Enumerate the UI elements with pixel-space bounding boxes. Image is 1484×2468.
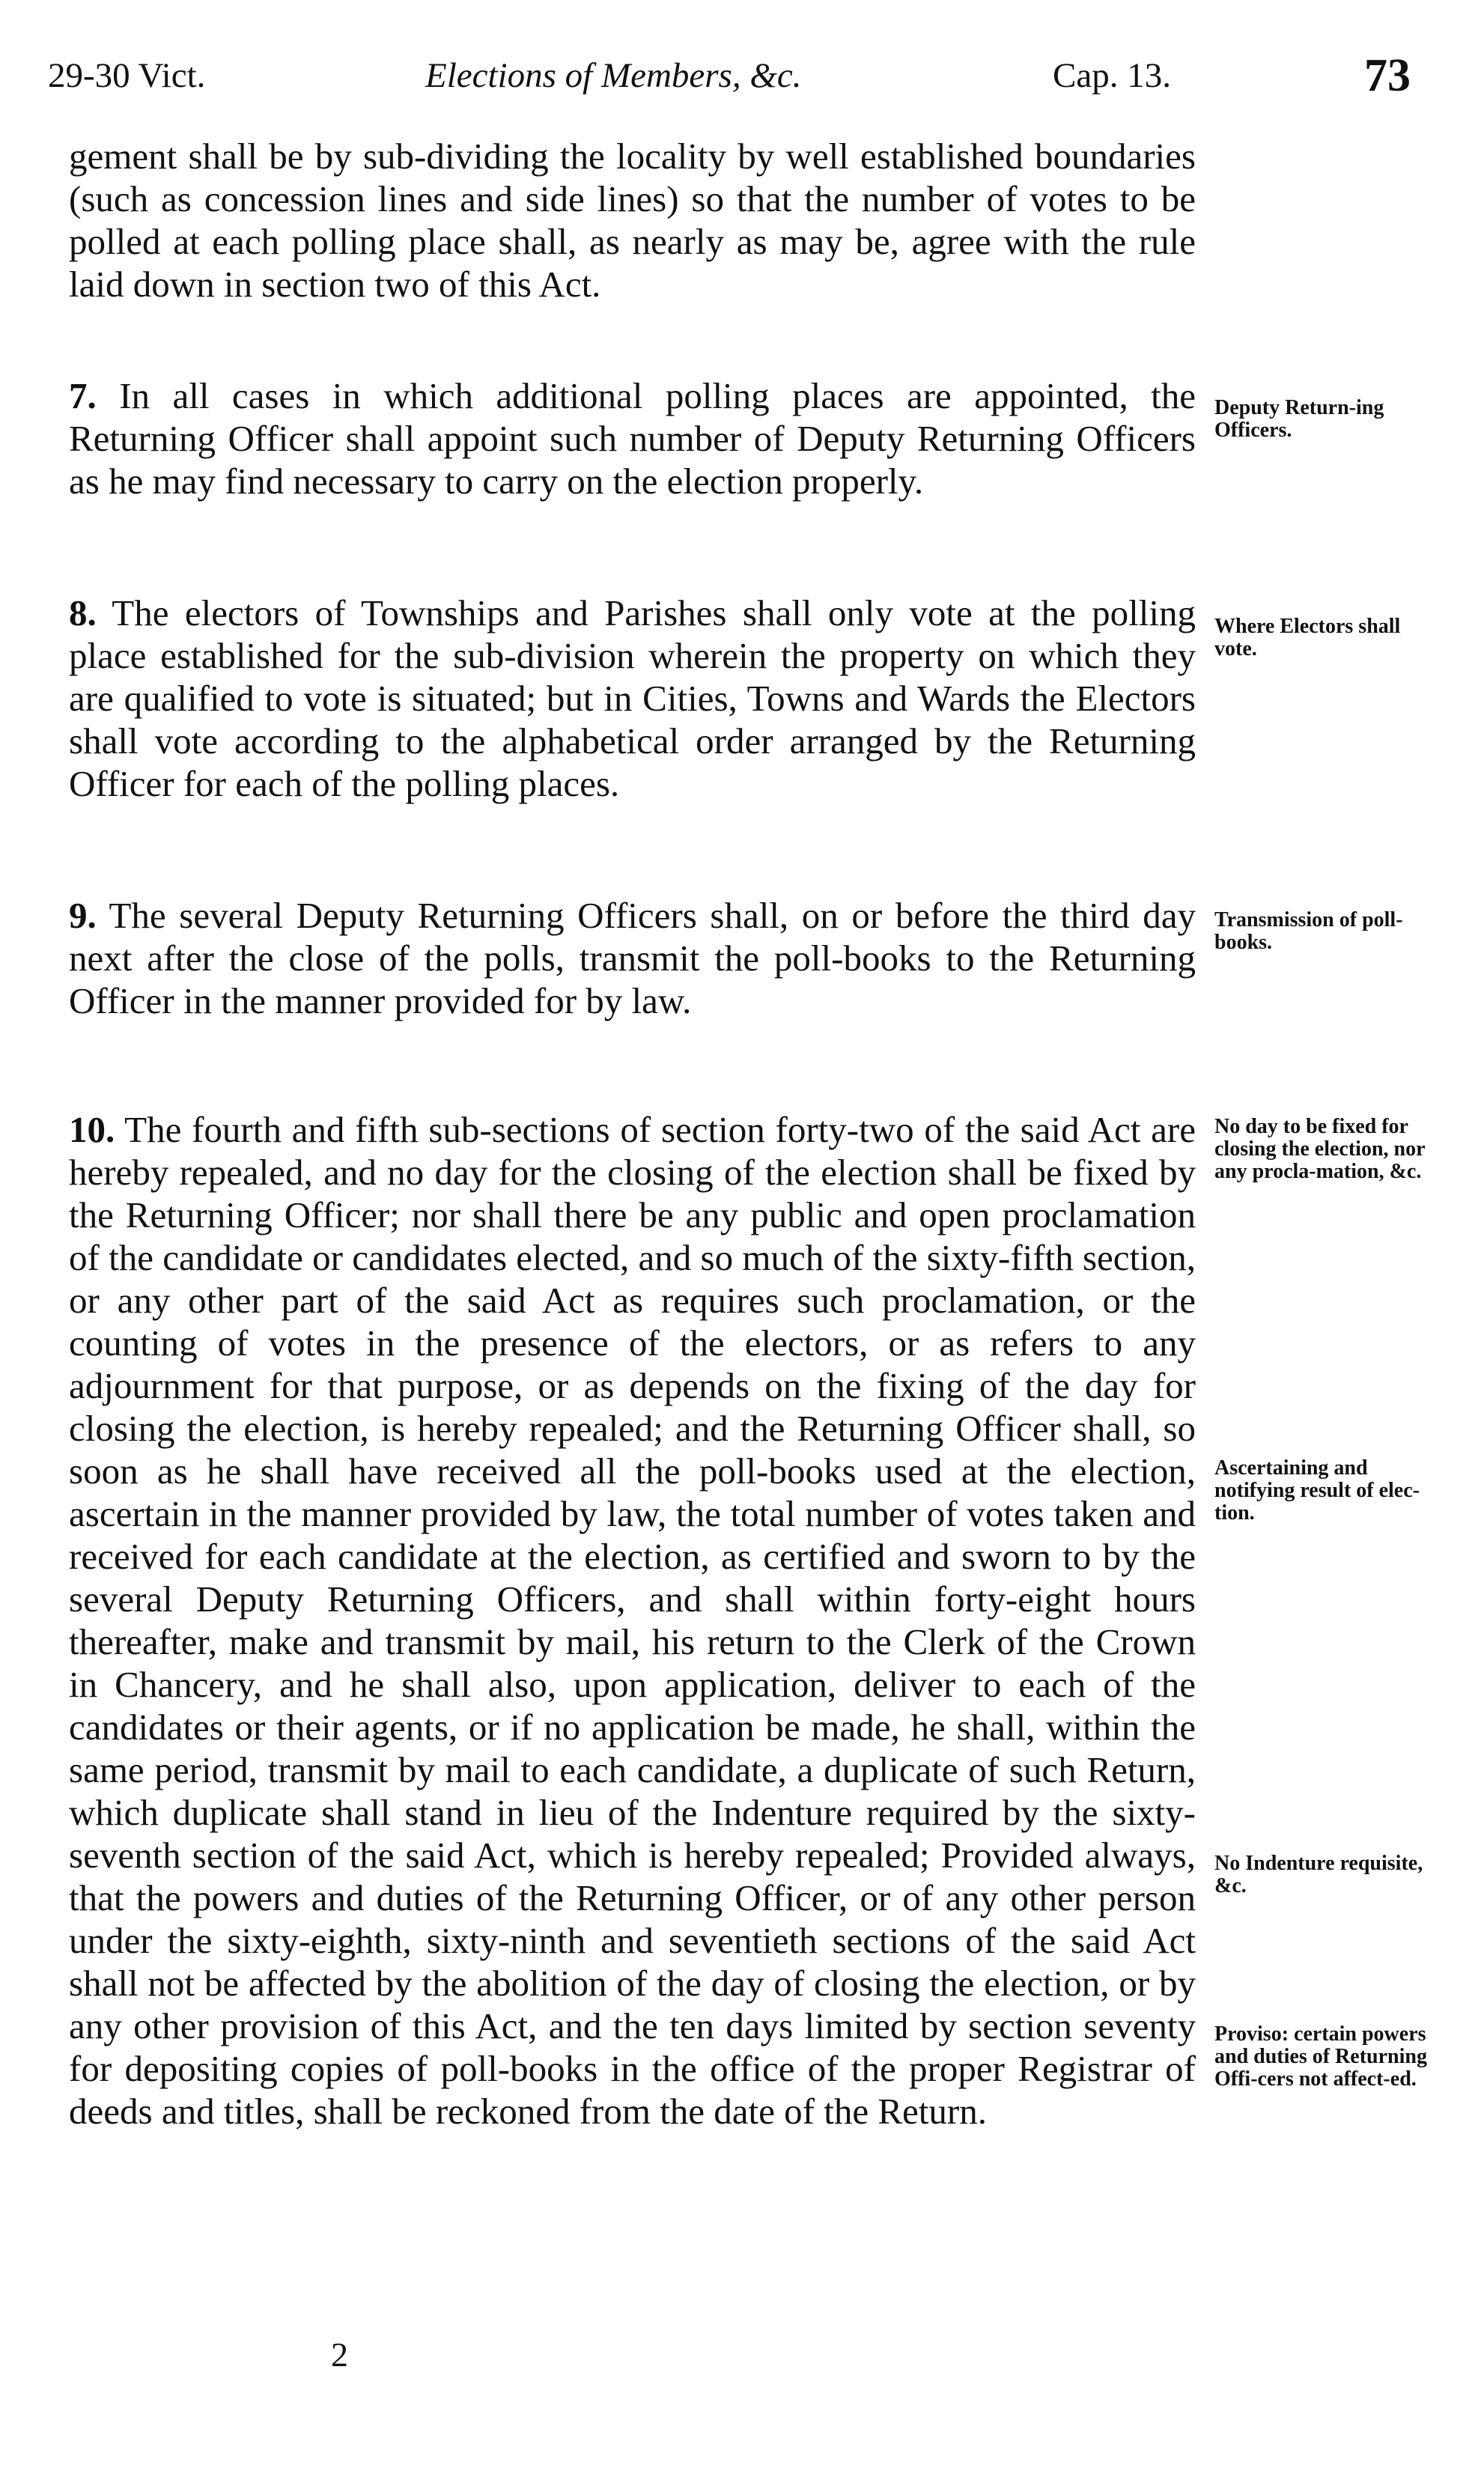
section-8 [69, 592, 1196, 805]
paragraph-continuation [69, 135, 1196, 306]
paragraph-text: The fourth and fifth sub-sections of section forty-two of the said Act are hereby repealed, and no day for the closing of the election shall be fixed by the Returning Officer; nor shall there be any public and open proclamation of the candidate or candidates elected, and so much of the sixty-fifth section, or any other part of the said Act as requires such proclamation, or the counting of votes in the presence of the electors, or as refers to any adjournment for that purpose, or as depends on the fixing of the day for closing the election, is hereby repealed; and the Returning Officer shall, so soon as he shall have received all the poll-books used at the election, ascertain in the manner provided by law, the total number of votes taken and received for each candidate at the election, as certified and sworn to by the several Deputy Returning Officers, and shall within forty-eight hours thereafter, make and transmit by mail, his return to the Clerk of the Crown in Chancery, and he shall also, upon application, deliver to each of the candidates or their agents, or if no application be made, he shall, within the same period, transmit by mail to each candidate, a duplicate of such Return, which duplicate shall stand in lieu of the Indenture required by the sixty-seventh section of the said Act, which is hereby repealed; Provided always, that the powers and duties of the Returning Officer, or of any other person under the sixty-eighth, sixty-ninth and seventieth sections of the said Act shall not be affected by the abolition of the day of closing the election, or by any other provision of this Act, and the ten days limited by section seventy for depositing copies of poll-books in the office of the proper Registrar of deeds and titles, shall be reckoned from the date of the Return. [69, 1109, 1196, 2132]
paragraph-text: The several Deputy Returning Officers shall, on or before the third day next after the close of the polls, transmit the poll-books to the Returning Officer in the manner provided for by law. [69, 895, 1196, 1021]
signature-mark: 2 [331, 2335, 348, 2374]
running-title: Elections of Members, &c. [425, 56, 802, 95]
section-number: 9. [69, 895, 97, 936]
paragraph-text: In all cases in which additional polling places are appointed, the Returning Officer shall appoint such number of Deputy Returning Officers as he may find necessary to carry on the election properly. [69, 375, 1196, 502]
margin-note: Where Electors shall vote. [1214, 615, 1401, 660]
section-number: 8. [69, 592, 97, 633]
paragraph-text: gement shall be by sub-dividing the locality by well established boundaries (such as concession lines and side lines) so that the number of votes to be polled at each polling place shall, as nearly as may be, agree with the rule laid down in section two of this Act. [69, 136, 1196, 305]
page-number: 73 [1364, 50, 1411, 101]
session-label: 29-30 Vict. [48, 56, 206, 95]
margin-note: Ascertaining and notifying result of elec-tion. [1214, 1456, 1420, 1525]
margin-note: Transmission of poll-books. [1214, 908, 1403, 954]
margin-note: Deputy Return-ing Officers. [1214, 396, 1384, 442]
margin-note: No Indenture requisite, &c. [1214, 1852, 1423, 1897]
section-7 [69, 374, 1196, 502]
paragraph-text: The electors of Townships and Parishes shall only vote at the polling place established for the sub-division wherein the property on which they are qualified to vote is situated; but in Cities, Towns and Wards the Electors shall vote according to the alphabetical order arranged by the Returning Officer for each of the polling places. [69, 592, 1196, 804]
running-header [48, 49, 1411, 117]
section-number: 10. [69, 1109, 115, 1150]
section-10 [69, 1108, 1196, 2133]
margin-note: No day to be fixed for closing the election, nor any procla-mation, &c. [1214, 1115, 1426, 1183]
section-9 [69, 894, 1196, 1022]
margin-note: Proviso: certain powers and duties of Returning Offi-cers not affect-ed. [1214, 2022, 1427, 2091]
section-number: 7. [69, 375, 97, 416]
chapter-label: Cap. 13. [1053, 56, 1171, 95]
